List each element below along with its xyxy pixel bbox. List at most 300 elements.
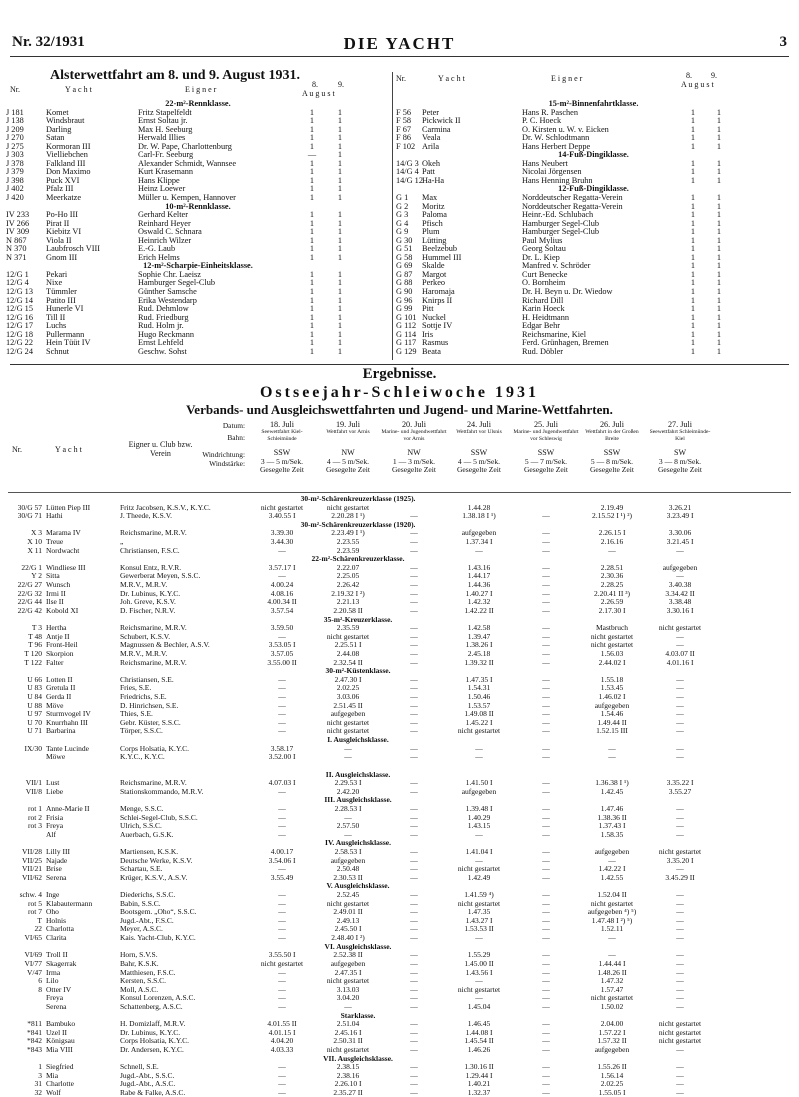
cell-time: — — [676, 545, 684, 555]
cell-day9: 1 — [716, 236, 722, 245]
day-time-label: Gesegelte Zeit — [523, 465, 569, 474]
cell-yacht: Pirat II — [46, 219, 70, 228]
cell-time: nicht gestartet — [326, 898, 370, 908]
table-row — [8, 563, 791, 572]
cell-time: nicht gestartet — [658, 1019, 702, 1029]
cell-nr: U 70 — [27, 717, 42, 727]
cell-day8: 1 — [690, 313, 696, 322]
cell-owner: Kais. Yacht-Club, K.Y.C. — [120, 933, 196, 943]
cell-time: aufgegeben — [330, 855, 366, 865]
table-row — [6, 288, 390, 297]
table-row — [396, 194, 791, 203]
cell-day8: 1 — [309, 288, 315, 297]
cell-time: 2.22.07 — [336, 562, 360, 572]
day-date: 25. Juli — [533, 420, 559, 429]
day-date: 27. Juli — [667, 420, 693, 429]
table-row — [8, 1019, 791, 1028]
cell-owner: Günther Samsche — [138, 288, 197, 297]
cell-nr: X 10 — [27, 537, 42, 547]
cell-yacht: Frisia — [46, 812, 64, 822]
table-row — [6, 220, 390, 229]
cell-yacht: Po-Ho III — [46, 211, 79, 220]
cell-yacht: Plum — [422, 228, 440, 237]
day-wind: SW — [674, 448, 686, 457]
cell-time: 1.42.22 II — [464, 605, 494, 615]
cell-owner: Jugd.-Abt., F.S.C. — [120, 915, 174, 925]
cell-time: 1.32.37 — [467, 1088, 491, 1097]
cell-time: 3.04.20 — [336, 993, 360, 1003]
col-yacht: Y a c h t — [65, 85, 92, 94]
cell-time: 1.39.47 — [467, 631, 491, 641]
cell-nr: T 96 — [28, 640, 42, 650]
table-row — [396, 109, 791, 118]
cell-time: 2.20.41 II ³) — [594, 588, 630, 598]
table-row — [396, 160, 791, 169]
cell-yacht: Nordwacht — [46, 545, 80, 555]
cell-time: — — [542, 717, 550, 727]
cell-owner: Kersten, S.S.C. — [120, 976, 167, 986]
cell-nr: J 379 — [6, 168, 24, 177]
class-heading — [8, 942, 791, 951]
cell-day8: 1 — [309, 330, 315, 339]
cell-day9: 1 — [716, 279, 722, 288]
table-row — [8, 623, 791, 632]
cell-yacht: Marama IV — [46, 528, 81, 538]
cell-yacht: Carmina — [422, 125, 451, 134]
cell-time: — — [542, 1070, 550, 1080]
cell-time: nicht gestartet — [326, 717, 370, 727]
cell-time: 3.40.38 — [668, 580, 692, 590]
cell-time: — — [542, 648, 550, 658]
table-row — [6, 117, 390, 126]
cell-time: — — [676, 752, 684, 762]
cell-time: 1.39.32 II — [464, 657, 494, 667]
cell-nr: 12/G 24 — [6, 347, 33, 356]
cell-time: — — [608, 752, 616, 762]
cell-nr: VII/62 — [22, 872, 42, 882]
cell-day9: 1 — [716, 270, 722, 279]
cell-time: — — [542, 778, 550, 788]
results-heading: Ergebnisse. — [362, 366, 437, 382]
cell-nr: VI/65 — [24, 933, 42, 943]
cell-day9: 1 — [337, 168, 343, 177]
cell-time: 3.21.45 I — [666, 537, 694, 547]
cell-owner: Dr. W. Schlodtmann — [522, 134, 590, 143]
cell-time: 2.52.38 II — [333, 950, 363, 960]
cell-time: nicht gestartet — [590, 631, 634, 641]
cell-day8: 1 — [309, 305, 315, 314]
cell-time: — — [542, 890, 550, 900]
cell-time: 1.44.17 — [467, 571, 491, 581]
cell-time: 3.57.05 — [270, 648, 294, 658]
cell-owner: Reinhard Heyer — [138, 219, 191, 228]
cell-day8: 1 — [690, 125, 696, 134]
cell-nr: G 88 — [396, 279, 413, 288]
table-row — [8, 864, 791, 873]
cell-yacht: Liebe — [46, 786, 64, 796]
table-row — [8, 511, 791, 520]
col-nr: Nr. — [396, 74, 406, 83]
cell-time: — — [542, 967, 550, 977]
cell-day8: 1 — [690, 288, 696, 297]
cell-owner: Heinr.-Ed. Schlubach — [522, 211, 594, 220]
cell-time: 1.42.22 I — [598, 864, 626, 874]
cell-nr: Y 2 — [31, 571, 42, 581]
cell-time: nicht gestartet — [457, 898, 501, 908]
cell-time: 2.49.13 — [336, 915, 360, 925]
cell-time: — — [475, 976, 483, 986]
cell-owner: E.-G. Laub — [138, 245, 176, 254]
cell-nr: G 1 — [396, 194, 409, 203]
cell-time: — — [542, 597, 550, 607]
cell-day8: 1 — [690, 202, 696, 211]
cell-owner: Fries, S.E. — [120, 683, 152, 693]
cell-yacht: Mia — [46, 1070, 59, 1080]
class-heading: 12-m²-Scharpie-Einheitsklasse. — [143, 261, 253, 271]
cell-time: — — [278, 1070, 286, 1080]
cell-yacht: Viola II — [46, 236, 72, 245]
cell-day9: 1 — [716, 228, 722, 237]
cell-yacht: Skorpion — [46, 648, 74, 658]
cell-yacht: Anne-Marie II — [46, 803, 90, 813]
cell-nr: 14/G 4 — [396, 168, 419, 177]
cell-day9: 1 — [337, 236, 343, 245]
cell-day8: 1 — [309, 211, 315, 220]
day-time-label: Gesegelte Zeit — [325, 465, 371, 474]
cell-nr: F 67 — [396, 125, 411, 134]
cell-owner: K.Y.C., K.Y.C. — [120, 752, 165, 762]
cell-yacht: Hunerle VI — [46, 305, 84, 314]
table-row — [396, 126, 791, 135]
cell-nr: IV 233 — [6, 211, 30, 220]
cell-time: 1.55.26 II — [597, 1062, 627, 1072]
day-course: Wettfahrt vor Ulsnis — [456, 429, 502, 435]
cell-day9: 1 — [337, 305, 343, 314]
cell-nr: G 51 — [396, 245, 413, 254]
cell-yacht: Tümmler — [46, 288, 77, 297]
cell-time: 3.57.54 — [270, 605, 294, 615]
cell-time: 4.00.17 — [270, 846, 294, 856]
cell-nr: 30/G 71 — [17, 511, 42, 521]
class-heading — [8, 1011, 791, 1020]
class-heading — [8, 615, 791, 624]
cell-nr: G 114 — [396, 330, 417, 339]
cell-yacht: Knirps II — [422, 296, 453, 305]
cell-time: — — [278, 829, 286, 839]
cell-time: — — [542, 1088, 550, 1097]
page-number: 3 — [779, 34, 787, 50]
cell-time: — — [542, 1027, 550, 1037]
cell-time: — — [278, 692, 286, 702]
cell-yacht: Sitta — [46, 571, 60, 581]
cell-time: — — [410, 623, 418, 633]
table-row — [8, 1071, 791, 1080]
cell-time: — — [676, 950, 684, 960]
cell-yacht: Lütten Piep III — [46, 502, 91, 512]
cell-owner: Hugo Reckmann — [138, 330, 194, 339]
cell-owner: Georg Soltau — [522, 245, 566, 254]
cell-time: 2.45.18 — [467, 648, 491, 658]
cell-yacht: Moritz — [422, 202, 445, 211]
cell-nr: G 129 — [396, 347, 417, 356]
cell-day9: 1 — [337, 313, 343, 322]
cell-time: — — [542, 683, 550, 693]
cell-yacht: Otter IV — [46, 984, 72, 994]
cell-time: — — [410, 511, 418, 521]
cell-time: 1.55.18 — [600, 674, 624, 684]
cell-time: — — [676, 821, 684, 831]
cell-yacht: Irmi II — [46, 588, 66, 598]
cell-nr: G 3 — [396, 211, 409, 220]
cell-time: — — [278, 571, 286, 581]
cell-time: 3.55.50 I — [268, 950, 296, 960]
cell-time: 1.44.28 — [467, 502, 491, 512]
cell-time: 4.01.15 I — [268, 1027, 296, 1037]
table-row — [396, 245, 791, 254]
cell-day9: 1 — [337, 228, 343, 237]
cell-nr: 22/G 1 — [21, 562, 42, 572]
cell-nr: G 58 — [396, 253, 413, 262]
cell-yacht: Falkland III — [46, 159, 86, 168]
cell-nr: 12/G 4 — [6, 279, 29, 288]
table-row — [8, 546, 791, 555]
table-row — [8, 503, 791, 512]
cell-time: — — [608, 933, 616, 943]
cell-nr: U 84 — [27, 692, 42, 702]
cell-time: 2.38.15 — [336, 1062, 360, 1072]
col-yacht: Y a c h t — [438, 74, 465, 83]
cell-time: — — [410, 605, 418, 615]
cell-time: 1.43.16 — [467, 562, 491, 572]
cell-time: — — [410, 1045, 418, 1054]
cell-time: — — [542, 821, 550, 831]
table-row — [8, 718, 791, 727]
class-heading: 14-Fuß-Dingiklasse. — [558, 150, 629, 160]
table-row — [8, 658, 791, 667]
table-row — [8, 847, 791, 856]
cell-time: 1.48.26 II — [597, 967, 627, 977]
cell-time: 4.00.34 II — [267, 597, 297, 607]
cell-time: — — [676, 958, 684, 968]
day-time-label: Gesegelte Zeit — [259, 465, 305, 474]
cell-yacht: Pfalz III — [46, 185, 74, 194]
res-col-yacht: Y a c h t — [55, 445, 82, 454]
cell-yacht: Okeh — [422, 159, 440, 168]
cell-time: 1.47.35 — [467, 907, 491, 917]
cell-time: 1.55.29 — [467, 950, 491, 960]
cell-time: 2.23.49 I ¹) — [331, 528, 365, 538]
cell-time: 1.55.05 I — [598, 1088, 626, 1097]
table-row — [6, 314, 390, 323]
cell-time: 1.44.36 — [467, 580, 491, 590]
cell-time: — — [542, 511, 550, 521]
cell-nr: G 90 — [396, 288, 413, 297]
cell-time: — — [676, 898, 684, 908]
cell-owner: Manfred v. Schröder — [522, 262, 591, 271]
table-row — [8, 1045, 791, 1054]
cell-owner: Bootsgem. „Oho“, S.S.C. — [120, 907, 197, 917]
cell-nr: 12/G 13 — [6, 288, 33, 297]
cell-time: — — [542, 588, 550, 598]
cell-yacht: Perkeo — [422, 279, 446, 288]
cell-owner: Dr. W. Pape, Charlottenburg — [138, 142, 232, 151]
cell-time: 1.52.11 — [600, 924, 624, 934]
cell-time: 3.55.27 — [668, 786, 692, 796]
cell-yacht: Irma — [46, 967, 61, 977]
cell-nr: 22/G 27 — [17, 580, 42, 590]
table-row — [8, 649, 791, 658]
table-row — [8, 597, 791, 606]
table-row — [396, 177, 791, 186]
table-row — [8, 701, 791, 710]
cell-time: aufgegeben — [662, 562, 698, 572]
table-row — [6, 245, 390, 254]
cell-time: — — [410, 631, 418, 641]
cell-time: 1.40.21 — [467, 1079, 491, 1089]
cell-day9: 1 — [716, 219, 722, 228]
cell-owner: Thies, S.E. — [120, 709, 153, 719]
table-row — [8, 830, 791, 839]
table-row — [6, 168, 390, 177]
cell-time: nicht gestartet — [658, 623, 702, 633]
cell-time: — — [676, 726, 684, 736]
cell-yacht: Falter — [46, 657, 64, 667]
cell-time: 1.47.48 I ²) ⁵) — [591, 915, 633, 925]
label-staerke: Windstärke: — [209, 458, 245, 468]
cell-time: — — [410, 700, 418, 710]
col-month: A u g u s t — [681, 80, 714, 89]
cell-time: — — [542, 984, 550, 994]
cell-owner: Reichsmarine, M.R.V. — [120, 778, 187, 788]
cell-yacht: Siegfried — [46, 1062, 74, 1072]
class-heading-label: V. Ausgleichsklasse. — [326, 881, 390, 891]
cell-time: — — [278, 890, 286, 900]
results-subtitle: Verbands- und Ausgleichswettfahrten und Jugend- und Marine-Wettfahrten. — [186, 402, 613, 417]
cell-owner: Reichsmarine, M.R.V. — [120, 623, 187, 633]
table-row — [8, 873, 791, 882]
cell-time: 1.56.14 — [600, 1070, 624, 1080]
cell-yacht: Pickwick II — [422, 117, 461, 126]
cell-time: 2.51.04 — [336, 1019, 360, 1029]
cell-yacht: Paloma — [422, 211, 447, 220]
table-row — [396, 220, 791, 229]
res-col-owner: Eigner u. Club bzw. Verein — [128, 440, 193, 458]
cell-owner: Matthiesen, F.S.C. — [120, 967, 176, 977]
cell-time: — — [542, 898, 550, 908]
day-time-label: Gesegelte Zeit — [589, 465, 635, 474]
cell-day8: 1 — [309, 313, 315, 322]
cell-time: 3.58.17 — [270, 743, 294, 753]
results-table — [8, 494, 791, 1097]
cell-owner: Ernst Lehfeld — [138, 339, 184, 348]
cell-time: 1.38.36 II — [597, 812, 627, 822]
table-row — [8, 899, 791, 908]
cell-time: — — [278, 967, 286, 977]
cell-nr: U 88 — [27, 700, 42, 710]
class-heading-label: I. Ausgleichsklasse. — [327, 735, 389, 745]
cell-time: aufgegeben — [594, 700, 630, 710]
cell-yacht: Kiebitz VI — [46, 228, 82, 237]
cell-time: — — [542, 752, 550, 762]
day-windspeed: 3 — 5 m/Sek. — [260, 456, 304, 466]
table-row — [8, 976, 791, 985]
table-row — [396, 143, 791, 152]
cell-yacht: Hummel III — [422, 253, 462, 262]
cell-time: 1.58.35 — [600, 829, 624, 839]
cell-time: — — [278, 1079, 286, 1089]
cell-time: — — [542, 605, 550, 615]
cell-time: 1.43.15 — [467, 821, 491, 831]
cell-day9: 1 — [337, 347, 343, 356]
cell-time: — — [410, 855, 418, 865]
cell-day9: 1 — [716, 305, 722, 314]
table-row — [8, 813, 791, 822]
cell-time: — — [676, 674, 684, 684]
cell-time: — — [278, 993, 286, 1003]
table-row — [8, 692, 791, 701]
table-row — [396, 305, 791, 314]
cell-time: 3.23.49 I — [666, 511, 694, 521]
cell-owner: Edgar Behr — [522, 322, 561, 331]
table-row — [8, 1088, 791, 1097]
cell-owner: Karin Hoeck — [522, 305, 565, 314]
cell-time: 1.44.44 I — [598, 958, 626, 968]
table-row — [6, 237, 390, 246]
cell-time: — — [676, 976, 684, 986]
cell-time: — — [410, 743, 418, 753]
issue-number: Nr. 32/1931 — [12, 34, 85, 50]
table-row — [8, 959, 791, 968]
cell-time: — — [410, 864, 418, 874]
cell-time: 1.54.31 — [467, 683, 491, 693]
cell-owner: Ernst Soltau jr. — [138, 117, 188, 126]
cell-yacht: Lilly III — [46, 846, 70, 856]
cell-time: — — [410, 812, 418, 822]
cell-owner: Fritz Stapelfeldt — [138, 108, 192, 117]
cell-time: aufgegeben — [594, 846, 630, 856]
cell-time: — — [475, 855, 483, 865]
cell-day9: 1 — [337, 253, 343, 262]
cell-yacht: Nuckel — [422, 313, 446, 322]
class-heading-label: 22-m²-Schärenkreuzerklasse. — [311, 554, 405, 564]
cell-day8: 1 — [309, 245, 315, 254]
table-row — [8, 640, 791, 649]
cell-day8: 1 — [690, 279, 696, 288]
cell-yacht: Gretula II — [46, 683, 76, 693]
cell-nr: VI/69 — [24, 950, 42, 960]
cell-yacht: Wunsch — [46, 580, 71, 590]
table-row — [8, 752, 791, 761]
cell-owner: M.R.V., M.R.V. — [120, 648, 168, 658]
cell-time: nicht gestartet — [326, 631, 370, 641]
cell-time: 2.26.15 I — [598, 528, 626, 538]
class-heading-label: II. Ausgleichsklasse. — [325, 769, 391, 779]
cell-time: 2.30.36 — [600, 571, 624, 581]
cell-time: 1.46.02 I — [598, 692, 626, 702]
cell-yacht: Ilse II — [46, 597, 64, 607]
cell-time: 1.36.38 I ¹) — [595, 778, 629, 788]
cell-owner: Rabe & Falke, A.S.C. — [120, 1088, 186, 1097]
cell-time: 2.44.08 — [336, 648, 360, 658]
cell-owner: Norddeutscher Regatta-Verein — [522, 194, 623, 203]
cell-time: — — [278, 1088, 286, 1097]
cell-time: — — [542, 631, 550, 641]
cell-time: aufgegeben — [461, 528, 497, 538]
cell-time: — — [676, 1062, 684, 1072]
cell-time: 2.44.02 I — [598, 657, 626, 667]
cell-time: — — [542, 846, 550, 856]
cell-time: — — [278, 717, 286, 727]
